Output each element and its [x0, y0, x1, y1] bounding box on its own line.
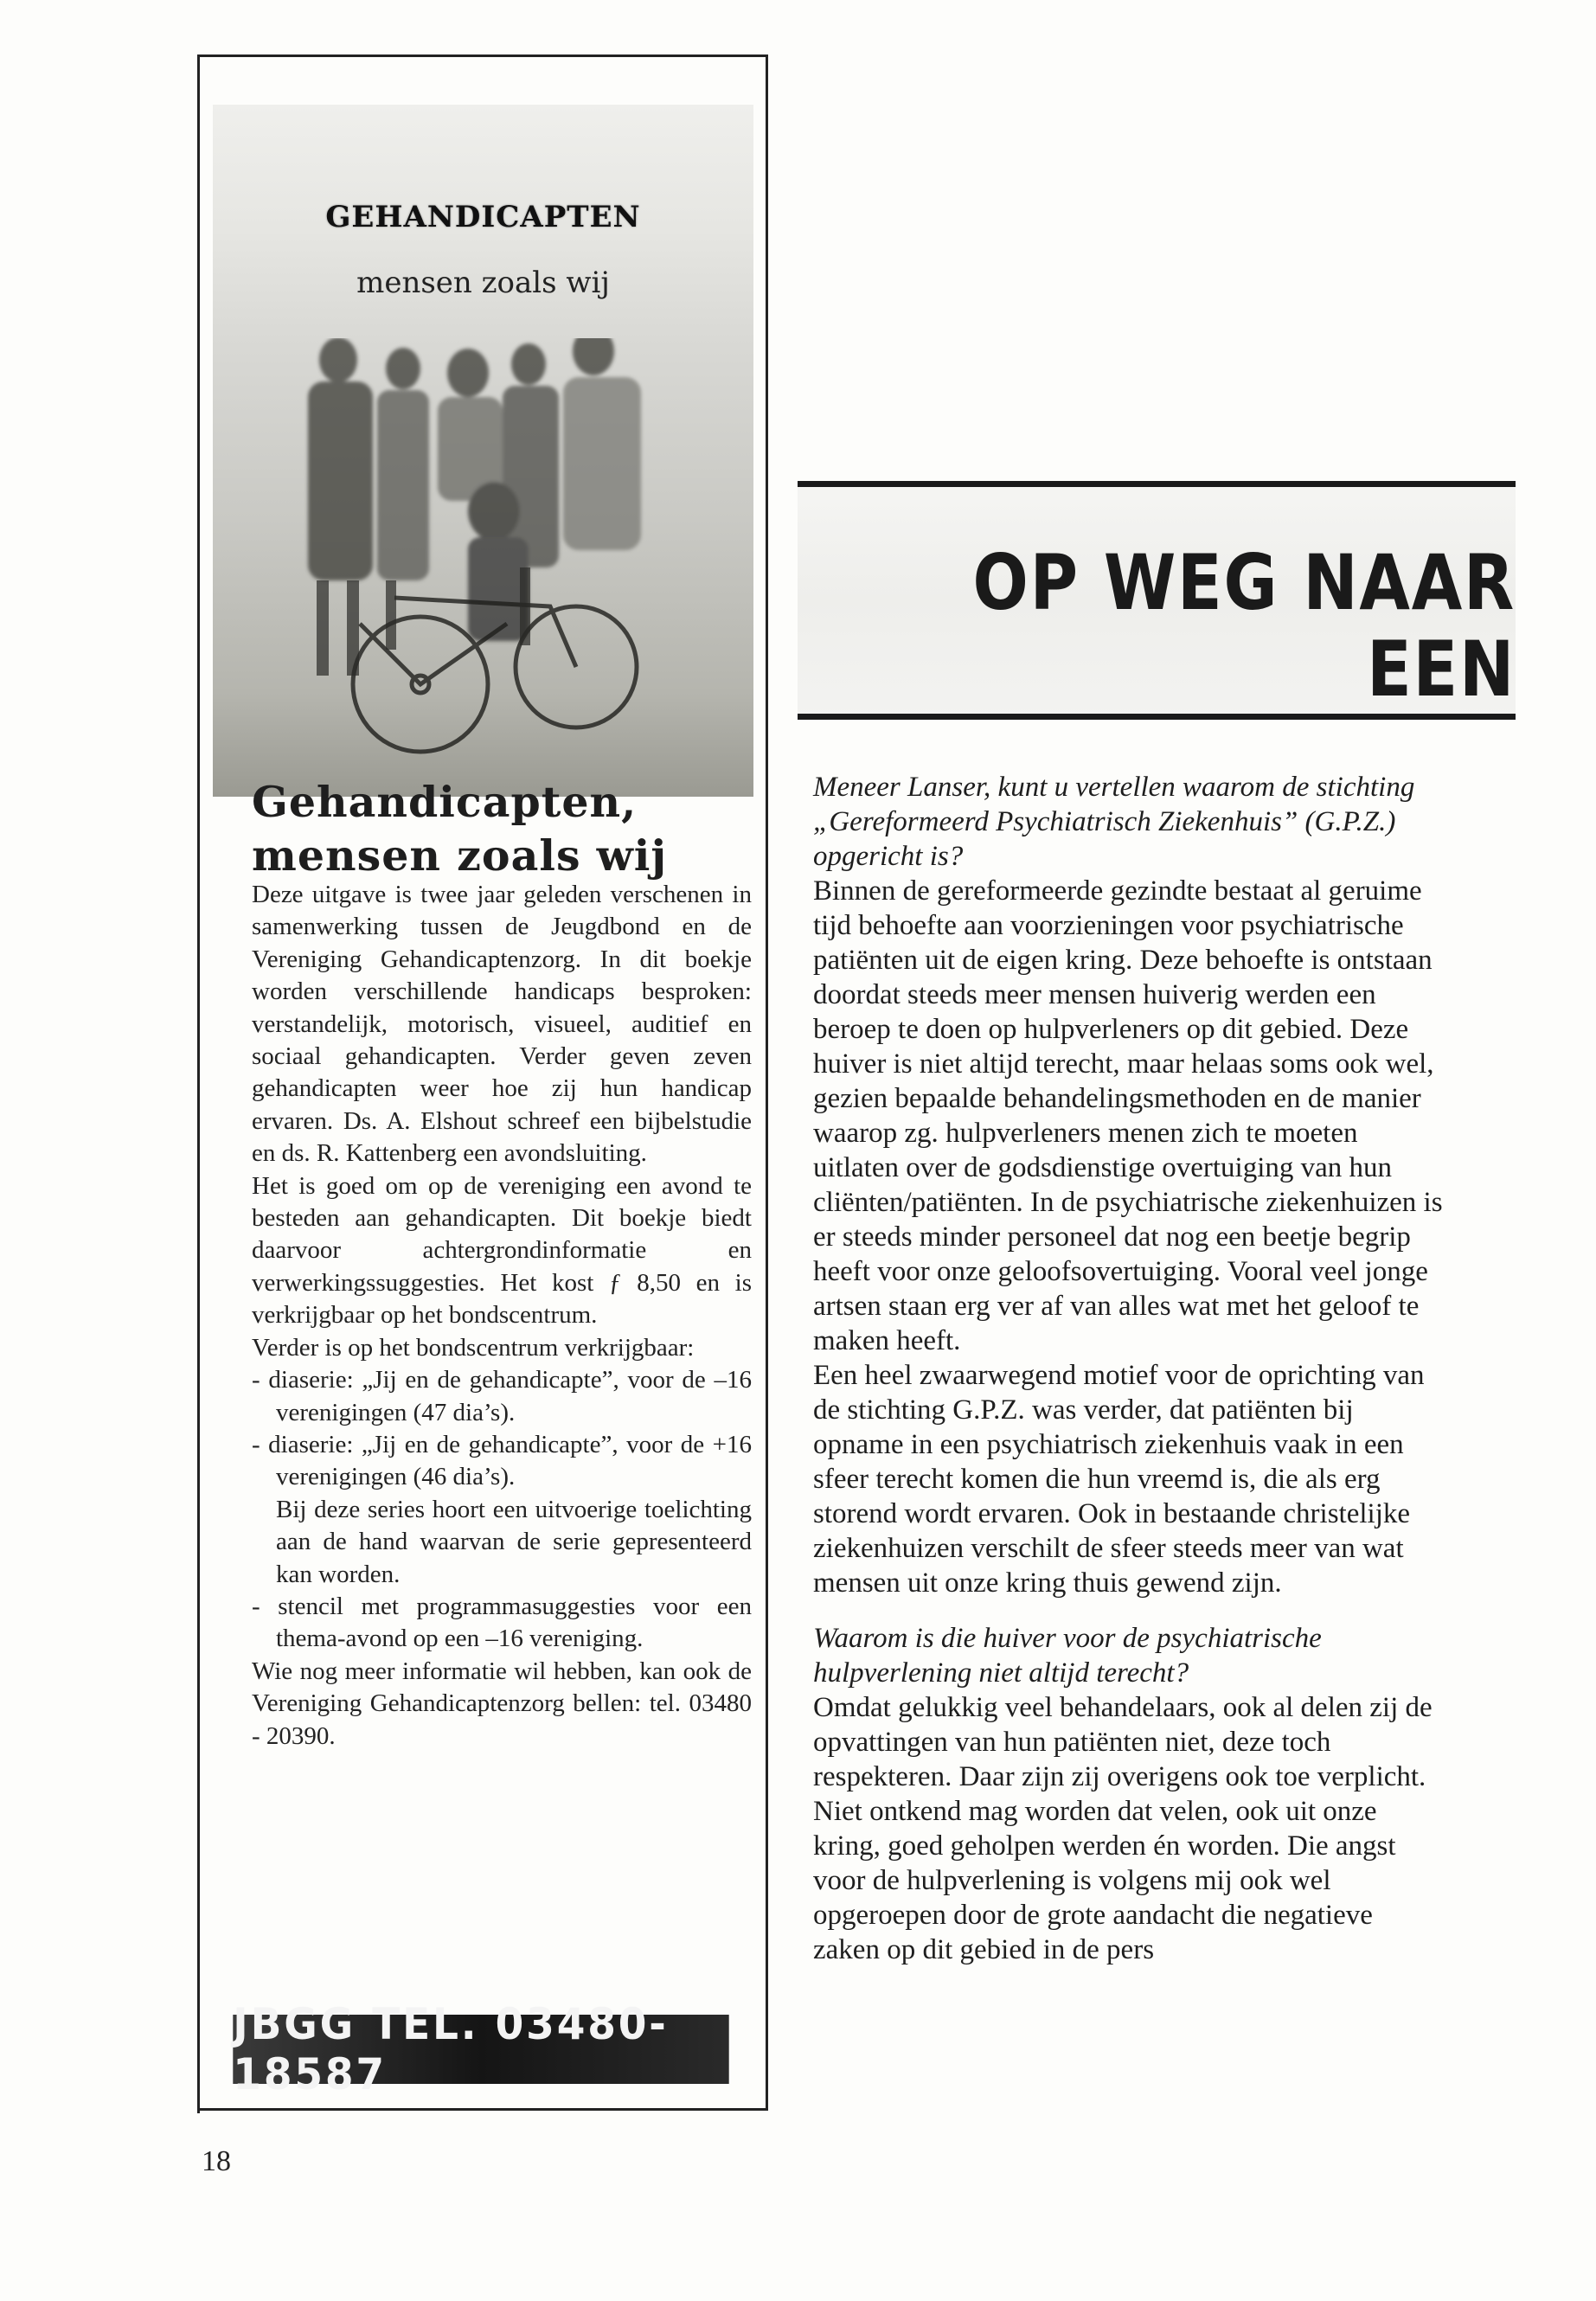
ad-body-text	[252, 879, 752, 1753]
ad-list-note: Bij deze series hoort een uitvoerige toelichting aan de hand waarvan de serie gepresenteerd kan worden.	[276, 1495, 752, 1588]
ad-title	[252, 775, 753, 882]
article-headline: OP WEG NAAR EEN	[972, 538, 1516, 714]
ad-list-item: - diaserie: „Jij en de gehandicapte”, voor de –16 verenigingen (47 dia’s).	[252, 1366, 752, 1426]
divider	[197, 751, 200, 2113]
phone-banner: JBGG TEL. 03480-18587	[233, 2015, 728, 2084]
ad-title-line: Gehandicapten,	[252, 777, 638, 827]
ad-title-line: mensen zoals wij	[252, 830, 668, 881]
ad-paragraph: Verder is op het bondscentrum verkrijgbaar:	[252, 1333, 695, 1362]
divider	[798, 714, 1516, 720]
interview-question: Meneer Lanser, kunt u vertellen waarom de stichting „Gereformeerd Psychiatrisch Ziekenhuis” (G.P.Z.) opgericht is?	[813, 772, 1415, 872]
ad-photo	[213, 105, 753, 797]
ad-closing: Wie nog meer informatie wil hebben, kan ook de Vereniging Gehandicaptenzorg bellen: tel. 03480 - 20390.	[252, 1657, 752, 1750]
article-column	[813, 770, 1445, 1967]
people-photo-illustration	[291, 338, 706, 788]
ad-paragraph: Deze uitgave is twee jaar geleden verschenen in samenwerking tussen de Jeugdbond en de Vereniging Gehandicaptenzorg. In dit boekje worden verschillende handicaps besproken: verstandelijk, motorisch, visueel, auditief en sociaal gehandicapten. Verder geven zeven gehandicapten weer hoe zij hun handicap ervaren. Ds. A. Elshout schreef een bijbelstudie en ds. R. Kattenberg een avondsluiting.	[252, 881, 752, 1168]
advertisement-box	[197, 54, 768, 2111]
page-number: 18	[202, 2145, 231, 2177]
divider	[798, 481, 1516, 487]
heading-band	[798, 481, 1516, 720]
interview-question: Waarom is die huiver voor de psychiatrische hulpverlening niet altijd terecht?	[813, 1623, 1322, 1689]
photo-subheader: mensen zoals wij	[356, 266, 610, 300]
interview-answer: Een heel zwaarwegend motief voor de oprichting van de stichting G.P.Z. was verder, dat patiënten bij opname in een psychiatrisch ziekenhuis vaak in een sfeer terecht komen die hun vreemd is, die als erg storend wordt ervaren. Ook in bestaande christelijke ziekenhuizen verschilt de sfeer steeds meer van wat mensen uit onze kring thuis gewend zijn.	[813, 1360, 1425, 1599]
ad-paragraph: Het is goed om op de vereniging een avond te besteden aan gehandicapten. Dit boekje biedt daarvoor achtergrondinformatie en verwerkingssuggesties. Het kost ƒ 8,50 en is verkrijgbaar op het bondscentrum.	[252, 1171, 752, 1330]
interview-answer: Binnen de gereformeerde gezindte bestaat al geruime tijd behoefte aan voorzieningen voor psychiatrische patiënten uit de eigen kring. Deze behoefte is ontstaan doordat steeds meer mensen huiverig werden een beroep te doen op hulpverleners op dit gebied. Deze huiver is niet altijd terecht, maar helaas soms ook wel, gezien bepaalde behandelingsmethoden en de manier waarop zg. hulpverleners menen zich te moeten uitlaten over de godsdienstige overtuiging van hun cliënten/patiënten. In de psychiatrische ziekenhuizen is er steeds minder personeel dat nog een beetje begrip heeft voor onze geloofsovertuiging. Vooral veel jonge artsen staan erg ver af van alles wat met het geloof te maken heeft.	[813, 875, 1443, 1356]
ad-list-item: - stencil met programmasuggesties voor een thema-avond op een –16 vereniging.	[252, 1592, 752, 1653]
photo-header: GEHANDICAPTEN	[325, 200, 641, 234]
ad-list-item: - diaserie: „Jij en de gehandicapte”, voor de +16 verenigingen (46 dia’s).	[252, 1430, 752, 1491]
interview-answer: Omdat gelukkig veel behandelaars, ook al delen zij de opvattingen van hun patiënten niet, deze toch respekteren. Daar zijn zij overigens ook toe verplicht. Niet ontkend mag worden dat velen, ook uit onze kring, goed geholpen werden én worden. Die angst voor de hulpverlening is volgens mij ook wel opgeroepen door de grote aandacht die negatieve zaken op dit gebied in de pers	[813, 1692, 1433, 1965]
